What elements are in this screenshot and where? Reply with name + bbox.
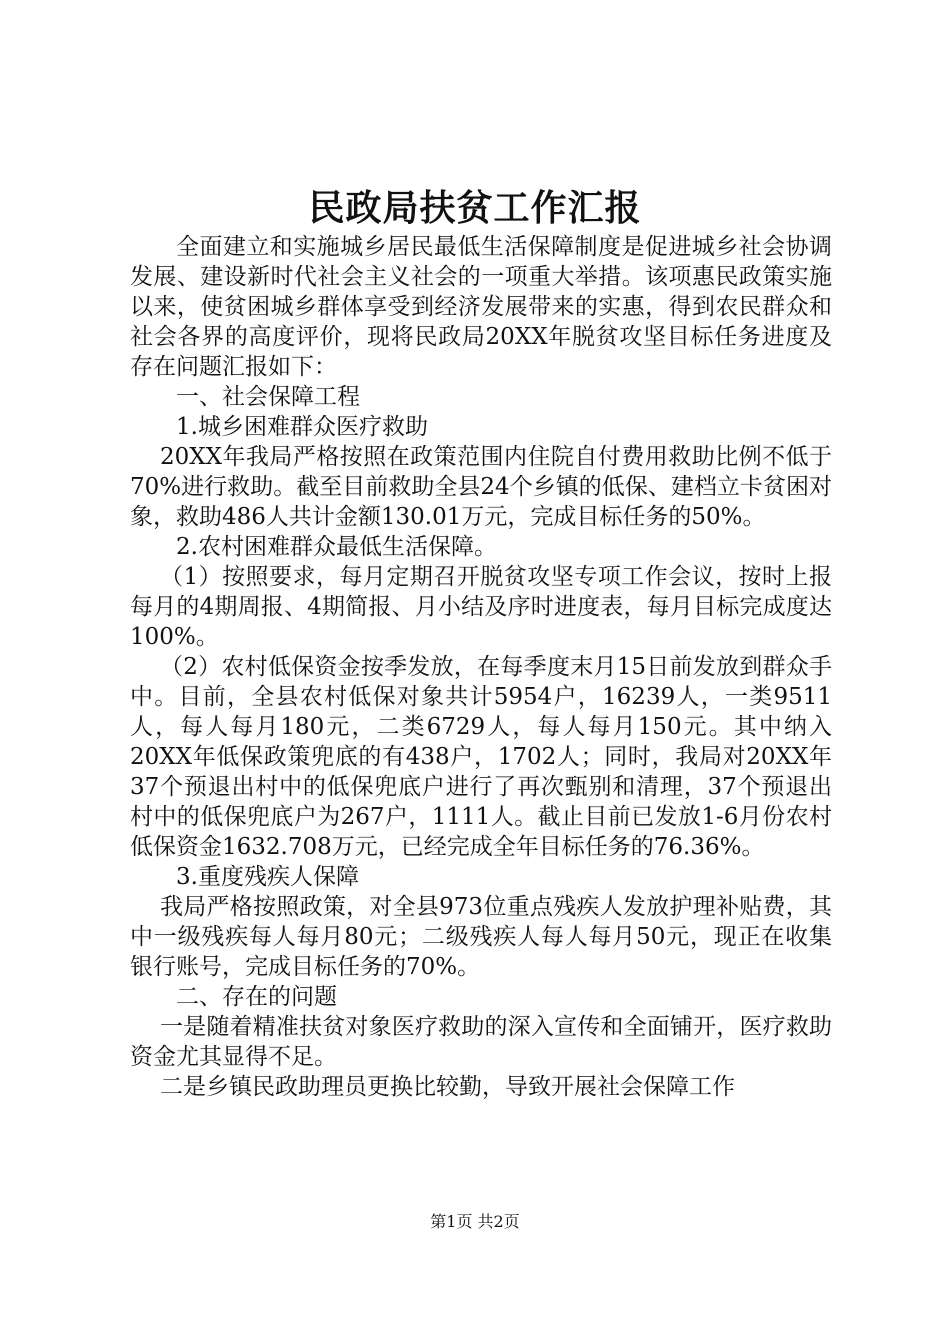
section-heading-problems: 二、存在的问题 <box>176 984 337 1010</box>
paragraph-medical-aid: 20XX年我局严格按照在政策范围内住院自付费用救助比例不低于70%进行救助。截至目前救助全县24个乡镇的低保、建档立卡贫困对象，救助486人共计金额130.01万元，完成目标任务的50%。 <box>130 444 832 530</box>
section-heading-social-security: 一、社会保障工程 <box>176 384 360 410</box>
subheading-minimum-living: 2.农村困难群众最低生活保障。 <box>176 534 497 560</box>
document-title: 民政局扶贫工作汇报 <box>308 187 642 229</box>
paragraph-disability: 我局严格按照政策，对全县973位重点残疾人发放护理补贴费，其中一级残疾每人每月80元；二级残疾人每人每月50元，现正在收集银行账号，完成目标任务的70%。 <box>130 894 832 980</box>
subheading-disability: 3.重度残疾人保障 <box>176 864 359 890</box>
paragraph-problem-2: 二是乡镇民政助理员更换比较勤，导致开展社会保障工作 <box>160 1074 735 1100</box>
paragraph-problem-1: 一是随着精准扶贫对象医疗救助的深入宣传和全面铺开，医疗救助资金尤其显得不足。 <box>130 1014 832 1070</box>
paragraph-item-1: （1）按照要求，每月定期召开脱贫攻坚专项工作会议，按时上报每月的4期周报、4期简报、月小结及序时进度表，每月目标完成度达100%。 <box>130 564 832 650</box>
intro-paragraph: 全面建立和实施城乡居民最低生活保障制度是促进城乡社会协调发展、建设新时代社会主义社会的一项重大举措。该项惠民政策实施以来，使贫困城乡群体享受到经济发展带来的实惠，得到农民群众和社会各界的高度评价，现将民政局20XX年脱贫攻坚目标任务进度及存在问题汇报如下： <box>130 234 832 380</box>
paragraph-item-2: （2）农村低保资金按季发放，在每季度末月15日前发放到群众手中。目前，全县农村低保对象共计5954户，16239人，一类9511人，每人每月180元，二类6729人，每人每月150元。其中纳入20XX年低保政策兜底的有438户，1702人；同时，我局对20XX年37个预退出村中的低保兜底户进行了再次甄别和清理，37个预退出村中的低保兜底户为267户，1111人。截止目前已发放1-6月份农村低保资金1632.708万元，已经完成全年目标任务的76.36%。 <box>130 654 832 860</box>
page-footer: 第1页 共2页 <box>430 1212 520 1231</box>
document-body <box>130 232 832 1102</box>
subheading-medical-aid: 1.城乡困难群众医疗救助 <box>176 414 428 440</box>
